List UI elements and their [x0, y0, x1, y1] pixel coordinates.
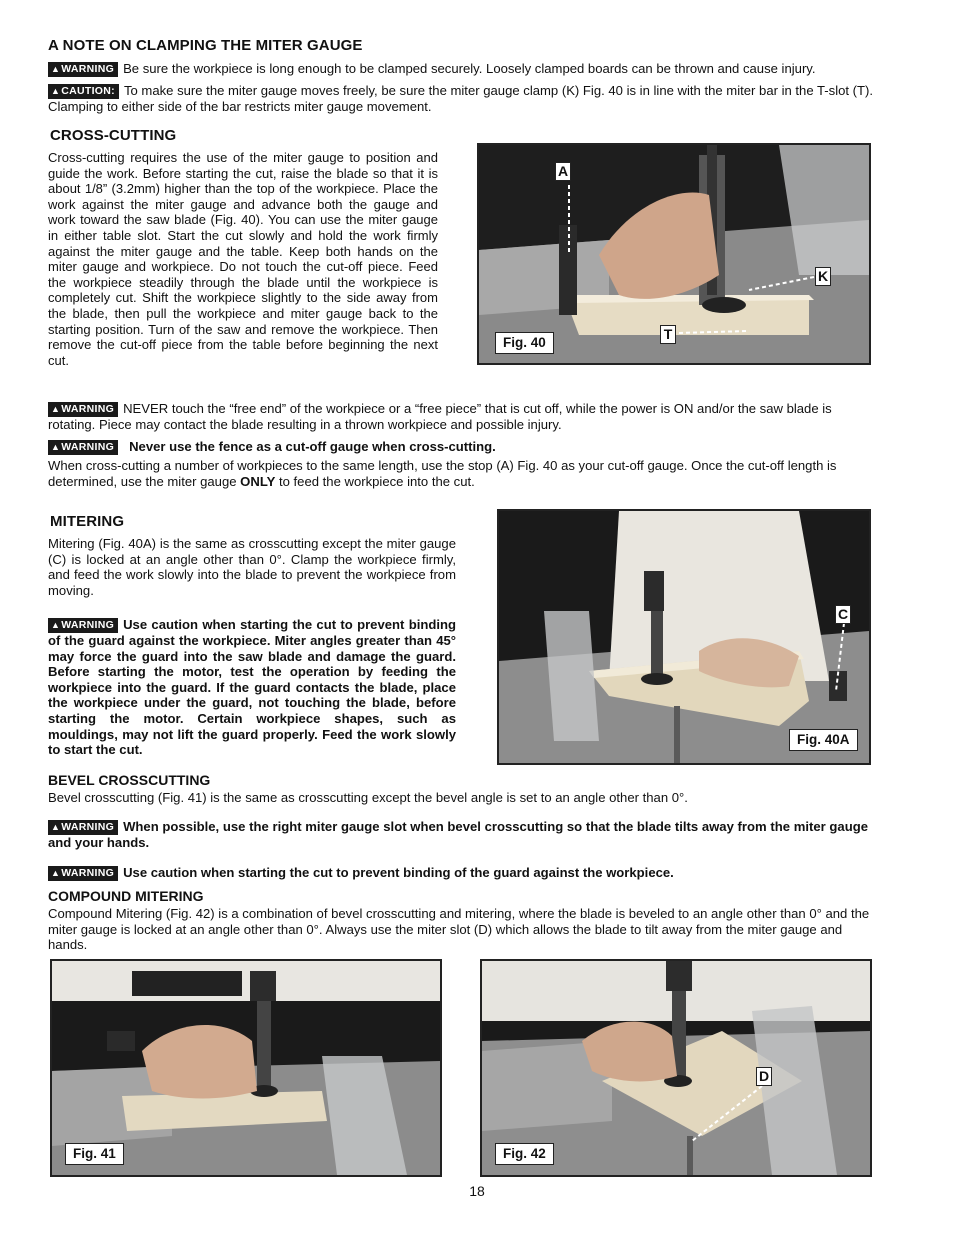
crosscutting-warning-1-text: NEVER touch the “free end” of the workpiece or a “free piece” that is cut off, while the power is ON and/or the saw blade is rotating. Piece may contact the blade resulting in a thrown workpiece and possible injury.: [48, 401, 832, 432]
mitering-warning-text: Use caution when starting the cut to prevent binding of the guard against the workpiece. Miter angles greater than 45° may force the guard into the saw blade and damage the guard. Before starting the motor, test the operation by feeding the workpiece into the guard. If the guard contacts the blade, place the workpiece under the guard, not touching the blade, before starting the motor. Certain workpiece shapes, such as mouldings, may not lift the guard properly. Feed the work slowly to start the cut.: [48, 617, 456, 758]
figure-40-label: Fig. 40: [495, 332, 554, 354]
warning-triangle-icon: ▲: [51, 822, 61, 832]
callout-d: D: [756, 1067, 772, 1086]
stop-text-part-1: When cross-cutting a number of workpieces to the same length, use the stop (A) Fig. 40 as your cut-off gauge. Once the cut-off length is determined, use the miter gauge: [48, 458, 837, 489]
bevel-warning-2-text: Use caution when starting the cut to prevent binding of the guard against the workpiece.: [123, 865, 674, 880]
clamping-warning-text: Be sure the workpiece is long enough to be clamped securely. Loosely clamped boards can be thrown and cause injury.: [123, 61, 816, 76]
callout-k: K: [815, 267, 831, 286]
crosscutting-warning-1: [48, 401, 876, 433]
clamping-warning: [48, 61, 878, 77]
section-title-clamping: A NOTE ON CLAMPING THE MITER GAUGE: [48, 37, 363, 54]
caution-triangle-icon: ▲: [51, 86, 61, 96]
section-title-compound: COMPOUND MITERING: [48, 888, 204, 904]
warning-badge: ▲WARNING: [48, 62, 118, 77]
warning-badge: ▲WARNING: [48, 402, 118, 417]
stop-text-part-2: to feed the workpiece into the cut.: [278, 473, 475, 489]
stop-text-emphasis: ONLY: [240, 473, 276, 489]
warning-badge: ▲WARNING: [48, 618, 118, 633]
compound-body: Compound Mitering (Fig. 42) is a combination of bevel crosscutting and mitering, where the blade is beveled to an angle other than 0° and the miter gauge is locked at an angle other than 0°. Always use the miter slot (D) which allows the blade to tilt away from the miter gauge and hands.: [48, 906, 870, 953]
figure-40a-label: Fig. 40A: [789, 729, 858, 751]
warning-badge: ▲WARNING: [48, 440, 118, 455]
figure-42-photo: [480, 959, 872, 1177]
crosscutting-body: Cross-cutting requires the use of the miter gauge to position and guide the work. Before starting the cut, raise the blade so that it is about 1/8” (3.2mm) higher than the top of the workpiece. Place the work against the miter gauge and advance both the gauge and work toward the saw blade (Fig. 40). You can use the miter gauge in either table slot. Start the cut slowly and hold the work firmly against the miter gauge and the table. Keep both hands on the miter gauge and workpiece. Do not touch the cut-off piece. Feed the workpiece steadily through the blade until the workpiece is completely cut. Shift the workpiece slightly to the side away from the blade, then pull the workpiece and miter gauge back to the starting position. Turn of the saw and remove the workpiece. Then remove the cut-off piece from the table before beginning the next cut.: [48, 150, 438, 368]
figure-41-label: Fig. 41: [65, 1143, 124, 1165]
caution-badge: ▲CAUTION:: [48, 84, 119, 99]
warning-triangle-icon: ▲: [51, 404, 61, 414]
mitering-warning: [48, 617, 456, 758]
warning-badge: ▲WARNING: [48, 820, 118, 835]
page-number: 18: [469, 1183, 485, 1199]
figure-40a-illustration: [499, 511, 869, 763]
bevel-warning-2: [48, 865, 876, 881]
figure-41-photo: [50, 959, 442, 1177]
crosscutting-warning-2-text: Never use the fence as a cut-off gauge when cross-cutting.: [129, 439, 496, 454]
callout-c: C: [835, 605, 851, 624]
figure-40-photo: [477, 143, 871, 365]
section-title-mitering: MITERING: [50, 513, 125, 530]
warning-triangle-icon: ▲: [51, 868, 61, 878]
bevel-warning-1-text: When possible, use the right miter gauge slot when bevel crosscutting so that the blade tilts away from the miter gauge and your hands.: [48, 819, 868, 850]
bevel-body: Bevel crosscutting (Fig. 41) is the same as crosscutting except the bevel angle is set to an angle other than 0°.: [48, 790, 688, 805]
figure-40a-photo: [497, 509, 871, 765]
warning-triangle-icon: ▲: [51, 620, 61, 630]
callout-a: A: [555, 162, 571, 181]
bevel-warning-1: [48, 819, 868, 851]
crosscutting-warning-2: [48, 439, 876, 455]
clamping-caution-text: To make sure the miter gauge moves freely, be sure the miter gauge clamp (K) Fig. 40 is in line with the miter bar in the T-slot (T). Clamping to either side of the bar restricts miter gauge movement.: [48, 83, 874, 114]
warning-badge: ▲WARNING: [48, 866, 118, 881]
crosscutting-stop-paragraph: [48, 458, 876, 489]
clamping-caution: [48, 83, 874, 115]
section-title-crosscutting: CROSS-CUTTING: [50, 127, 177, 144]
warning-triangle-icon: ▲: [51, 442, 61, 452]
warning-triangle-icon: ▲: [51, 64, 61, 74]
figure-42-label: Fig. 42: [495, 1143, 554, 1165]
mitering-body: Mitering (Fig. 40A) is the same as crosscutting except the miter gauge (C) is locked at an angle other than 0°. Clamp the workpiece firmly, and feed the work slowly into the blade to prevent the workpiece from moving.: [48, 536, 456, 598]
section-title-bevel: BEVEL CROSSCUTTING: [48, 772, 211, 788]
callout-t: T: [660, 325, 676, 344]
